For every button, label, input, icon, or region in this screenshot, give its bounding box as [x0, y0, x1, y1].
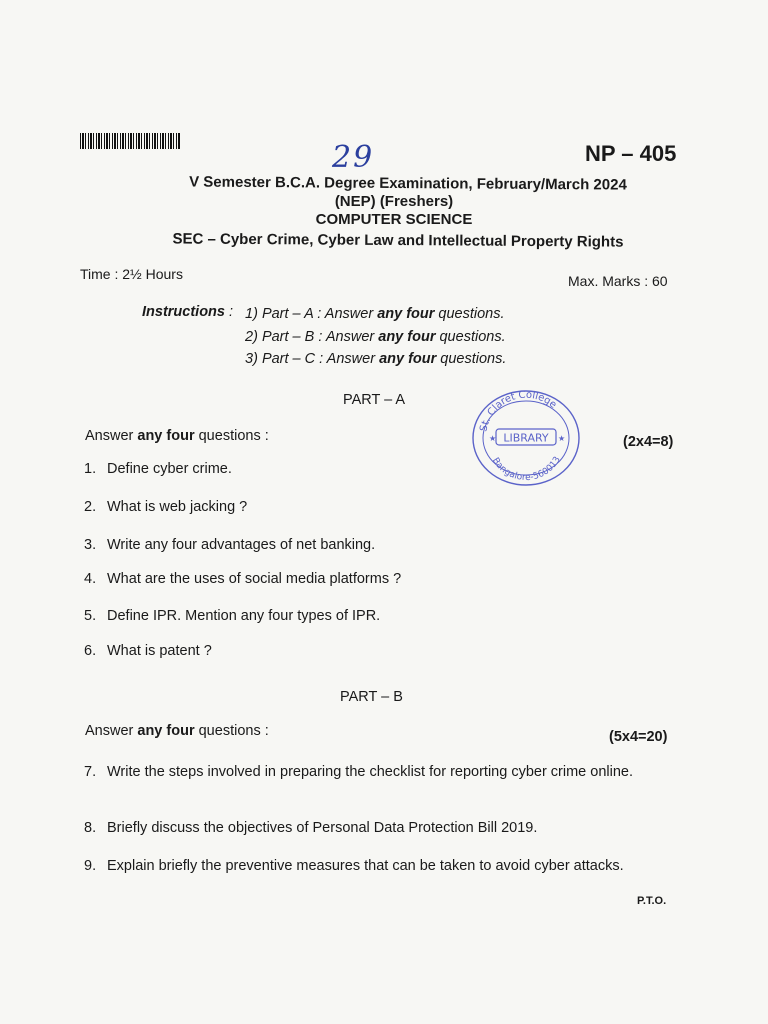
stamp-center-text: LIBRARY: [503, 431, 549, 445]
question-item: 3. Write any four advantages of net banking.: [84, 537, 376, 553]
handwritten-number: 29: [332, 140, 375, 175]
exam-title: V Semester B.C.A. Degree Examination, February/March 2024: [189, 173, 627, 194]
part-b-marks: (5x4=20): [609, 729, 668, 745]
paper-title: SEC – Cyber Crime, Cyber Law and Intellectual Property Rights: [172, 230, 624, 251]
instruction-item: 3) Part – C : Answer any four questions.: [245, 351, 507, 367]
stamp-star-icon: ★: [489, 434, 497, 443]
question-item: 5. Define IPR. Mention any four types of IPR.: [84, 608, 381, 624]
stamp-top-text: St. Claret College: [478, 389, 559, 433]
stamp-star-icon: ★: [558, 434, 566, 443]
barcode: [80, 133, 180, 149]
question-item: 9. Explain briefly the preventive measures that can be taken to avoid cyber attacks.: [84, 858, 624, 874]
max-marks: Max. Marks : 60: [568, 273, 668, 289]
part-b-instruction: Answer any four questions :: [85, 723, 269, 739]
part-a-heading: PART – A: [343, 392, 406, 408]
library-stamp: [470, 388, 582, 488]
question-item: 4. What are the uses of social media platforms ?: [84, 571, 402, 587]
part-a-instruction: Answer any four questions :: [85, 428, 269, 444]
question-item: 1. Define cyber crime.: [84, 461, 232, 477]
question-item: 8. Briefly discuss the objectives of Personal Data Protection Bill 2019.: [84, 820, 538, 836]
paper-code: NP – 405: [585, 141, 677, 166]
exam-scheme: (NEP) (Freshers): [334, 193, 454, 210]
instructions-label: Instructions :: [142, 304, 234, 320]
instruction-item: 2) Part – B : Answer any four questions.: [245, 329, 506, 345]
question-item: 6. What is patent ?: [84, 643, 212, 659]
exam-time: Time : 2½ Hours: [80, 266, 183, 282]
page-turn-over: P.T.O.: [637, 895, 667, 907]
part-b-heading: PART – B: [340, 689, 403, 705]
subject-title: COMPUTER SCIENCE: [315, 211, 473, 228]
stamp-bottom-text: Bangalore-560013: [489, 455, 563, 484]
part-a-marks: (2x4=8): [623, 434, 674, 450]
instruction-item: 1) Part – A : Answer any four questions.: [245, 306, 505, 322]
question-item: 2. What is web jacking ?: [84, 499, 248, 515]
question-item: 7. Write the steps involved in preparing the checklist for reporting cyber crime online.: [84, 764, 634, 780]
